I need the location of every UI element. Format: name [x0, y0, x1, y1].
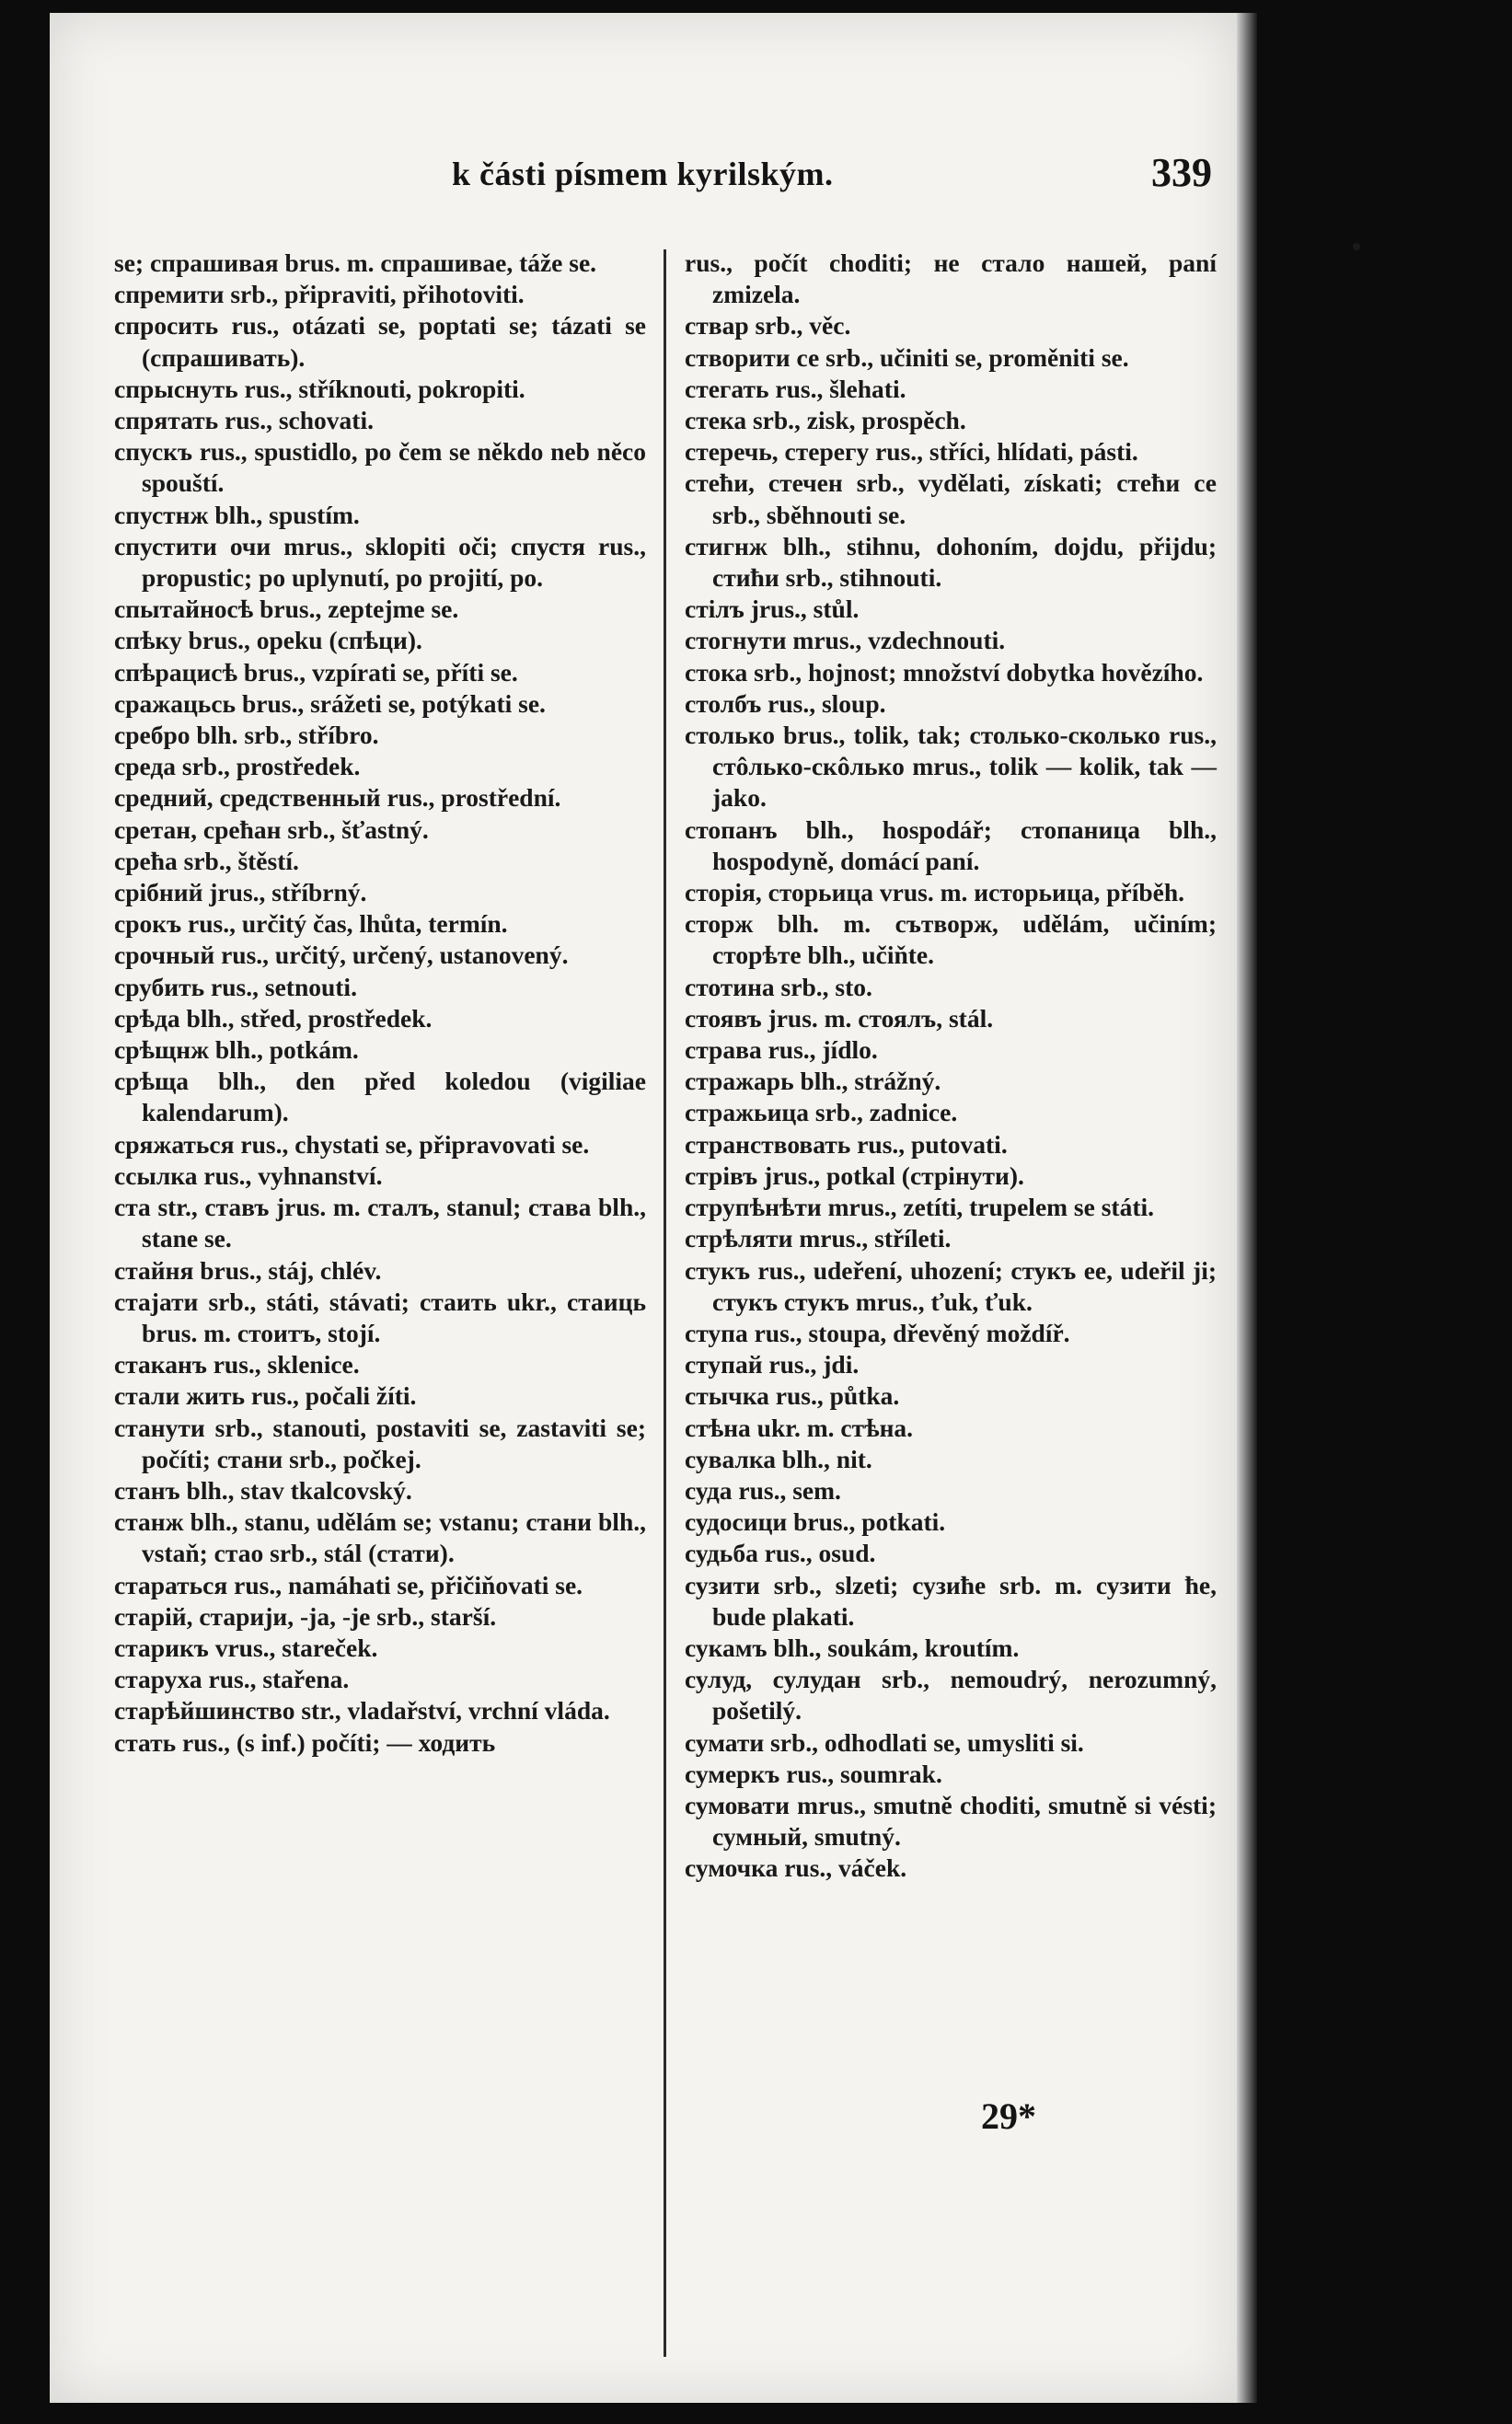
dictionary-entry: спускъ rus., spustidlo, po čem se někdo neb něco spouští. — [114, 437, 646, 498]
dictionary-entry: сумати srb., odhodlati se, umysliti si. — [685, 1727, 1084, 1757]
dictionary-entry: спросить rus., otázati se, poptati se; tázati se (спрашивать). — [114, 311, 646, 372]
dictionary-entry: сумовати mrus., smutně choditi, smutně si vésti; сумный, smutný. — [685, 1790, 1217, 1852]
dictionary-entry: стрівъ jrus., potkal (стрінути). — [685, 1160, 1024, 1190]
dictionary-entry: стигнж blh., stihnu, dohoním, dojdu, přijdu; стићи srb., stihnouti. — [685, 531, 1217, 593]
dictionary-entry: сретан, срећан srb., šťastný. — [114, 814, 429, 844]
running-title: k části písmem kyrilským. — [452, 156, 834, 192]
dictionary-entry: старикъ vrus., stareček. — [114, 1633, 378, 1662]
right-column — [685, 248, 1217, 1885]
dictionary-entry: сторж blh. m. сътворж, udělám, učiním; сторѣте blh., učiňte. — [685, 909, 1217, 970]
page-number: 339 — [1151, 150, 1212, 195]
dictionary-entry: сузити srb., slzeti; сузиће srb. m. сузити ће, bude plakati. — [685, 1570, 1217, 1631]
dictionary-entry: срокъ rus., určitý čas, lhůta, termín. — [114, 909, 508, 939]
dictionary-entry: стараться rus., namáhati se, přičiňovati se. — [114, 1570, 583, 1599]
dictionary-entry: срѣща blh., den před koledou (vigiliae kalendarum). — [114, 1067, 646, 1127]
dictionary-entry: столбъ rus., sloup. — [685, 688, 886, 718]
dictionary-entry: спѣку brus., opeku (спѣци). — [114, 626, 422, 655]
dictionary-entry: срећа srb., štěstí. — [114, 846, 299, 875]
dictionary-entry: срѣщнж blh., potkám. — [114, 1035, 359, 1065]
dictionary-entry: струпѣнѣти mrus., zetíti, trupelem se státi. — [685, 1193, 1154, 1222]
dictionary-entry: стеречь, стерегу rus., stříci, hlídati, pásti. — [685, 437, 1138, 467]
dictionary-entry: стать rus., (s inf.) počíti; — ходить — [114, 1727, 496, 1757]
dictionary-entry: столько brus., tolik, tak; столько-сколько rus., стôлько-скôлько mrus., tolik — kolik, tak — jako. — [685, 721, 1217, 813]
dictionary-entry: спустити очи mrus., sklopiti oči; спустя rus., propustic; po uplynutí, po projití, po. — [114, 531, 646, 593]
dictionary-entry: сражацьсь brus., srážeti se, potýkati se. — [114, 688, 546, 718]
dictionary-entry: спустнж blh., spustím. — [114, 500, 360, 529]
dictionary-entry: спрятать rus., schovati. — [114, 406, 374, 435]
dictionary-entry: стајати srb., státi, stávati; стаить ukr., стаиць brus. m. стоитъ, stojí. — [114, 1287, 646, 1347]
dictionary-entry: rus., počít choditi; не стало нашей, paní zmizela. — [685, 248, 1217, 309]
dictionary-entry: стока srb., hojnost; množství dobytka hovězího. — [685, 657, 1204, 687]
dictionary-entry: сумеркъ rus., soumrak. — [685, 1759, 942, 1788]
dictionary-entry: суда rus., sem. — [685, 1475, 841, 1505]
dictionary-entry: стогнути mrus., vzdechnouti. — [685, 626, 1006, 655]
dictionary-entry: срочный rus., určitý, určený, ustanovený. — [114, 941, 569, 970]
dictionary-entry: станж blh., stanu, udělám se; vstanu; стани blh., vstaň; стао srb., stál (стати). — [114, 1507, 646, 1568]
dictionary-entry: стѣна ukr. m. стѣна. — [685, 1413, 914, 1442]
dictionary-entry: стаканъ rus., sklenice. — [114, 1350, 360, 1379]
dictionary-entry: старѣйшинство str., vladařství, vrchní vláda. — [114, 1696, 610, 1726]
page-edge-shadow — [1237, 13, 1257, 2403]
dictionary-entry: сторія, сторьица vrus. m. исторьица, příběh. — [685, 878, 1185, 907]
dictionary-entry: сумочка rus., váček. — [685, 1853, 907, 1883]
dictionary-entry: ствар srb., věc. — [685, 311, 851, 341]
dictionary-entry: ста str., ставъ jrus. m. сталъ, stanul; става blh., stane se. — [114, 1193, 646, 1253]
left-column — [114, 248, 646, 1759]
dictionary-entry: спремити srb., připraviti, přihotoviti. — [114, 280, 525, 309]
dictionary-entry: станъ blh., stav tkalcovský. — [114, 1475, 412, 1505]
dictionary-entry: срѣда blh., střed, prostředek. — [114, 1003, 433, 1033]
signature-mark: 29* — [981, 2095, 1036, 2137]
dictionary-entry: стычка rus., půtka. — [685, 1381, 900, 1411]
dictionary-entry: стопанъ blh., hospodář; стопаница blh., hospodyně, domácí paní. — [685, 814, 1217, 875]
dictionary-entry: стайня brus., stáj, chlév. — [114, 1255, 382, 1285]
dictionary-entry: судьба rus., osud. — [685, 1539, 876, 1568]
dictionary-entry: среда srb., prostředek. — [114, 752, 361, 781]
dictionary-entry: станути srb., stanouti, postaviti se, zastaviti se; počíti; стани srb., počkej. — [114, 1413, 646, 1473]
dictionary-entry: сувалка blh., nit. — [685, 1444, 872, 1473]
dictionary-entry: средний, средственный rus., prostřední. — [114, 783, 561, 813]
dictionary-entry: стегать rus., šlehati. — [685, 374, 906, 403]
dictionary-entry: сребро blh. srb., stříbro. — [114, 721, 379, 750]
dictionary-entry: стотина srb., sto. — [685, 972, 872, 1001]
dictionary-entry: сукамъ blh., soukám, kroutím. — [685, 1633, 1020, 1662]
dictionary-entry: стражьица srb., zadnice. — [685, 1098, 958, 1127]
column-rule — [664, 249, 666, 2357]
dictionary-entry: стражарь blh., strážný. — [685, 1067, 941, 1096]
dictionary-entry: стрѣляти mrus., stříleti. — [685, 1224, 952, 1253]
dictionary-entry: страва rus., jídlo. — [685, 1035, 878, 1065]
dictionary-entry: спѣрацисѣ brus., vzpírati se, příti se. — [114, 657, 518, 687]
dictionary-entry: срібний jrus., stříbrný. — [114, 878, 367, 907]
dictionary-entry: стукъ rus., udeření, uhození; стукъ ее, udeřil ji; стукъ стукъ mrus., ťuk, ťuk. — [685, 1255, 1217, 1316]
dictionary-entry: судосици brus., potkati. — [685, 1507, 946, 1537]
dictionary-entry: ссылка rus., vyhnanství. — [114, 1160, 383, 1190]
dictionary-entry: se; спрашивая brus. m. спрашивае, táže se. — [114, 248, 597, 277]
dictionary-entry: стали жить rus., počali žíti. — [114, 1381, 417, 1411]
dictionary-entry: странствовать rus., putovati. — [685, 1129, 1008, 1159]
dictionary-entry: стећи, стечен srb., vydělati, získati; стећи се srb., sběhnouti se. — [685, 468, 1217, 529]
dictionary-entry: срубить rus., setnouti. — [114, 972, 357, 1001]
dictionary-entry: стека srb., zisk, prospěch. — [685, 406, 966, 435]
speck-mark — [1353, 243, 1360, 250]
dictionary-entry: спрыснуть rus., stříknouti, pokropiti. — [114, 374, 525, 403]
dictionary-entry: сряжаться rus., chystati se, připravovati se. — [114, 1129, 590, 1159]
dictionary-entry: створити се srb., učiniti se, proměniti se. — [685, 342, 1129, 372]
book-page — [50, 13, 1237, 2403]
dictionary-entry: стілъ jrus., stůl. — [685, 594, 860, 624]
dictionary-entry: старуха rus., stařena. — [114, 1665, 350, 1694]
dictionary-entry: ступа rus., stoupa, dřevěný moždíř. — [685, 1318, 1070, 1347]
dictionary-entry: ступай rus., jdi. — [685, 1350, 860, 1379]
running-header — [50, 150, 1237, 201]
dictionary-entry: стоявъ jrus. m. стоялъ, stál. — [685, 1003, 994, 1033]
dictionary-entry: спытайносѣ brus., zeptejme se. — [114, 594, 459, 624]
dictionary-entry: старій, стариjи, -ja, -je srb., starší. — [114, 1601, 497, 1631]
dictionary-entry: сулуд, сулудан srb., nemoudrý, nerozumný, pošetilý. — [685, 1665, 1217, 1726]
